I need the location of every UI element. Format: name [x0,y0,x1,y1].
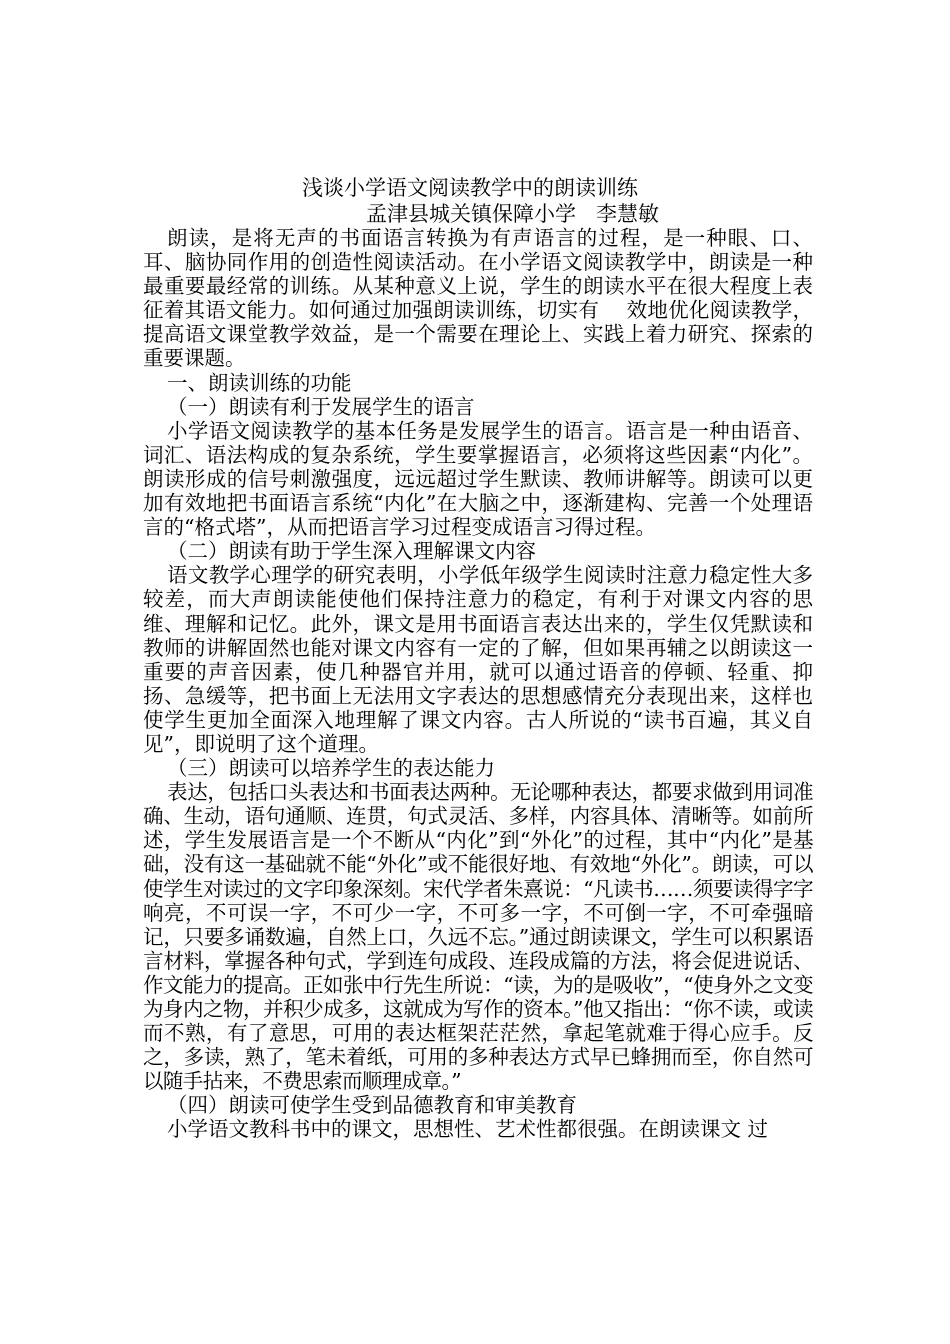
subsection-heading-3: （三）朗读可以培养学生的表达能力 [167,756,495,781]
document-author: 孟津县城关镇保障小学 李慧敏 [366,202,660,226]
subsection-heading-4: （四）朗读可使学生受到品德教育和审美教育 [167,1093,577,1118]
document-body [143,226,813,1142]
intro-paragraph: 朗读，是将无声的书面语言转换为有声语言的过程，是一种眼、口、耳、脑协同作用的创造性阅读活动。在小学语文阅读教学中，朗读是一种最重要最经常的训练。从某种意义上说，学生的朗读水平在很大程度上表征着其语文能力。如何通过加强朗读训练，切实有 效地优化阅读教学，提高语文课堂教学效益，是一个需要在理论上、实践上着力研究、探索的重要课题。 [143,226,813,371]
subsection-paragraph-2: 语文教学心理学的研究表明，小学低年级学生阅读时注意力稳定性大多较差，而大声朗读能使他们保持注意力的稳定，有利于对课文内容的思维、理解和记忆。此外，课文是用书面语言表达出来的，学生仅凭默读和教师的讲解固然也能对课文内容有一定的了解，但如果再辅之以朗读这一重要的声音因素，使几种器官并用，就可以通过语音的停顿、轻重、抑扬、急缓等，把书面上无法用文字表达的思想感情充分表现出来，这样也使学生更加全面深入地理解了课文内容。古人所说的“读书百遍，其义自见”，即说明了这个道理。 [143,563,813,756]
subsection-paragraph-4: 小学语文教科书中的课文，思想性、艺术性都很强。在朗读课文 过 [167,1117,769,1142]
subsection-paragraph-1: 小学语文阅读教学的基本任务是发展学生的语言。语言是一种由语音、词汇、语法构成的复杂系统，学生要掌握语言，必须将这些因素“内化”。朗读形成的信号刺激强度，远远超过学生默读、教师讲解等。朗读可以更加有效地把书面语言系统“内化”在大脑之中，逐渐建构、完善一个处理语言的“格式塔”，从而把语言学习过程变成语言习得过程。 [143,418,813,540]
subsection-paragraph-3: 表达，包括口头表达和书面表达两种。无论哪种表达，都要求做到用词准确、生动，语句通顺、连贯，句式灵活、多样，内容具体、清晰等。如前所述，学生发展语言是一个不断从“内化”到“外化”的过程，其中“内化”是基础，没有这一基础就不能“外化”或不能很好地、有效地“外化”。朗读，可以使学生对读过的文字印象深刻。宋代学者朱熹说：“凡读书……须要读得字字响亮，不可误一字，不可少一字，不可多一字，不可倒一字，不可牵强暗记，只要多诵数遍，自然上口，久远不忘。”通过朗读课文，学生可以积累语言材料，掌握各种句式，学到连句成段、连段成篇的方法，将会促进说话、作文能力的提高。正如张中行先生所说：“读，为的是吸收”，“使身外之文变为身内之物，并积少成多，这就成为写作的资本。”他又指出：“你不读，或读而不熟，有了意思，可用的表达框架茫茫然，拿起笔就难于得心应手。反之，多读，熟了，笔未着纸，可用的多种表达方式早已蜂拥而至，你自然可以随手拈来，不费思索而顺理成章。” [143,780,813,1094]
document-title: 浅谈小学语文阅读教学中的朗读训练 [302,176,638,200]
subsection-heading-2: （二）朗读有助于学生深入理解课文内容 [167,539,536,564]
subsection-heading-1: （一）朗读有利于发展学生的语言 [167,394,475,419]
section-heading-functions: 一、朗读训练的功能 [167,370,352,395]
